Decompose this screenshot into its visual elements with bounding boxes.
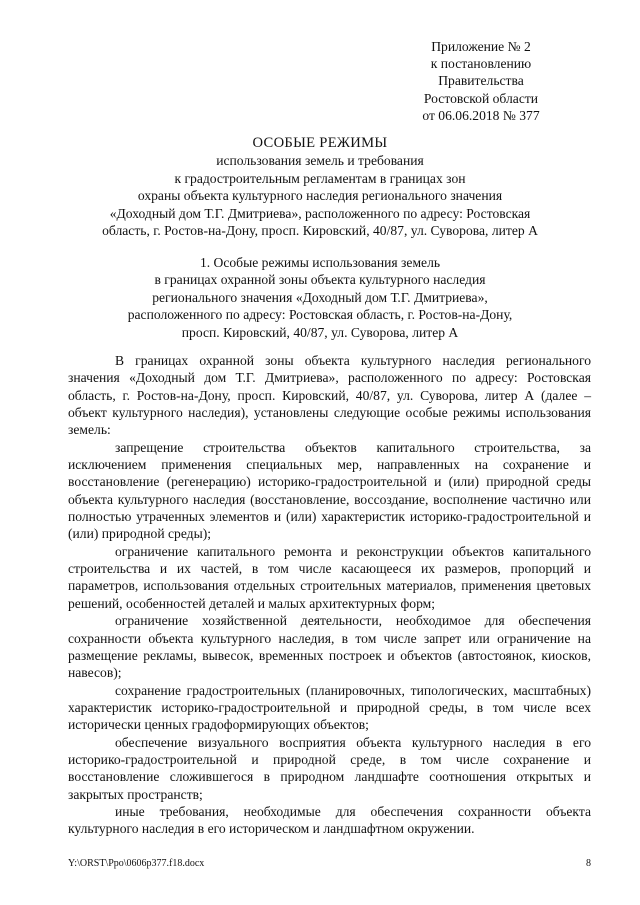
page-footer (68, 858, 591, 870)
body-paragraph: ограничение капитального ремонта и реконструкции объектов капитального строительства и их частей, в том числе касающееся их размеров, пропорций и параметров, использования отдельных строительных материалов, применения цветовых решений, особенностей деталей и малых архитектурных форм; (68, 543, 591, 611)
section-line: расположенного по адресу: Ростовская область, г. Ростов-на-Дону, (127, 307, 513, 323)
file-path: Y:\ORST\Ppo\0606p377.f18.docx (68, 858, 205, 869)
section-heading (100, 254, 540, 341)
body-text (68, 352, 591, 838)
page-number: 8 (586, 858, 591, 869)
title-line: область, г. Ростов-на-Дону, просп. Кировский, 40/87, ул. Суворова, литер А (102, 223, 538, 239)
body-paragraph: запрещение строительства объектов капитального строительства, за исключением применения специальных мер, направленных на сохранение и восстановление (регенерацию) историко-градостроительной и (или) природной среды объекта культурного наследия (восстановление, воссоздание, восполнение частично или полностью утраченных элементов и (или) характеристик историко-градостроительной и (или) природной среды); (68, 439, 591, 542)
title-line: использования земель и требования (216, 153, 424, 169)
body-paragraph: обеспечение визуального восприятия объекта культурного наследия в его историко-градостроительной и природной среде, в том числе сохранение и восстановление сложившегося в природном ландшафте соотношения открытых и закрытых пространств; (68, 734, 591, 802)
section-line: просп. Кировский, 40/87, ул. Суворова, литер А (181, 324, 459, 340)
body-paragraph: ограничение хозяйственной деятельности, необходимое для обеспечения сохранности объекта культурного наследия, в том числе запрет или ограничение на размещение рекламы, вывесок, временных построек и объектов (автостоянок, киосков, навесов); (68, 613, 591, 681)
title-line: охраны объекта культурного наследия регионального значения (137, 188, 503, 204)
appendix-line: к постановлению (430, 56, 532, 72)
appendix-line: Ростовской области (423, 90, 539, 106)
title-main: ОСОБЫЕ РЕЖИМЫ (252, 135, 388, 151)
body-paragraph: сохранение градостроительных (планировочных, типологических, масштабных) характеристик историко-градостроительной и природной среды, в том числе всех исторически ценных градоформирующих объектов; (68, 682, 591, 733)
section-line: в границах охранной зоны объекта культурного наследия (154, 272, 486, 288)
appendix-line: Правительства (438, 73, 524, 89)
document-title (60, 135, 580, 239)
appendix-header (401, 38, 561, 124)
section-line: 1. Особые режимы использования земель (199, 255, 441, 270)
appendix-line: от 06.06.2018 № 377 (422, 107, 540, 123)
title-line: «Доходный дом Т.Г. Дмитриева», расположенного по адресу: Ростовская (109, 205, 531, 221)
body-paragraph: иные требования, необходимые для обеспечения сохранности объекта культурного наследия в его историческом и ландшафтном окружении. (68, 803, 591, 837)
title-line: к градостроительным регламентам в границах зон (174, 170, 466, 186)
appendix-line: Приложение № 2 (431, 39, 531, 54)
body-paragraph: В границах охранной зоны объекта культурного наследия регионального значения «Доходный дом Т.Г. Дмитриева», расположенного по адресу: Ростовская область, г. Ростов-на-Дону, просп. Кировский, 40/87, ул. Суворова, литер А (далее – объект культурного наследия), установлены следующие особые режимы использования земель: (68, 353, 591, 438)
section-line: регионального значения «Доходный дом Т.Г. Дмитриева», (152, 289, 488, 305)
